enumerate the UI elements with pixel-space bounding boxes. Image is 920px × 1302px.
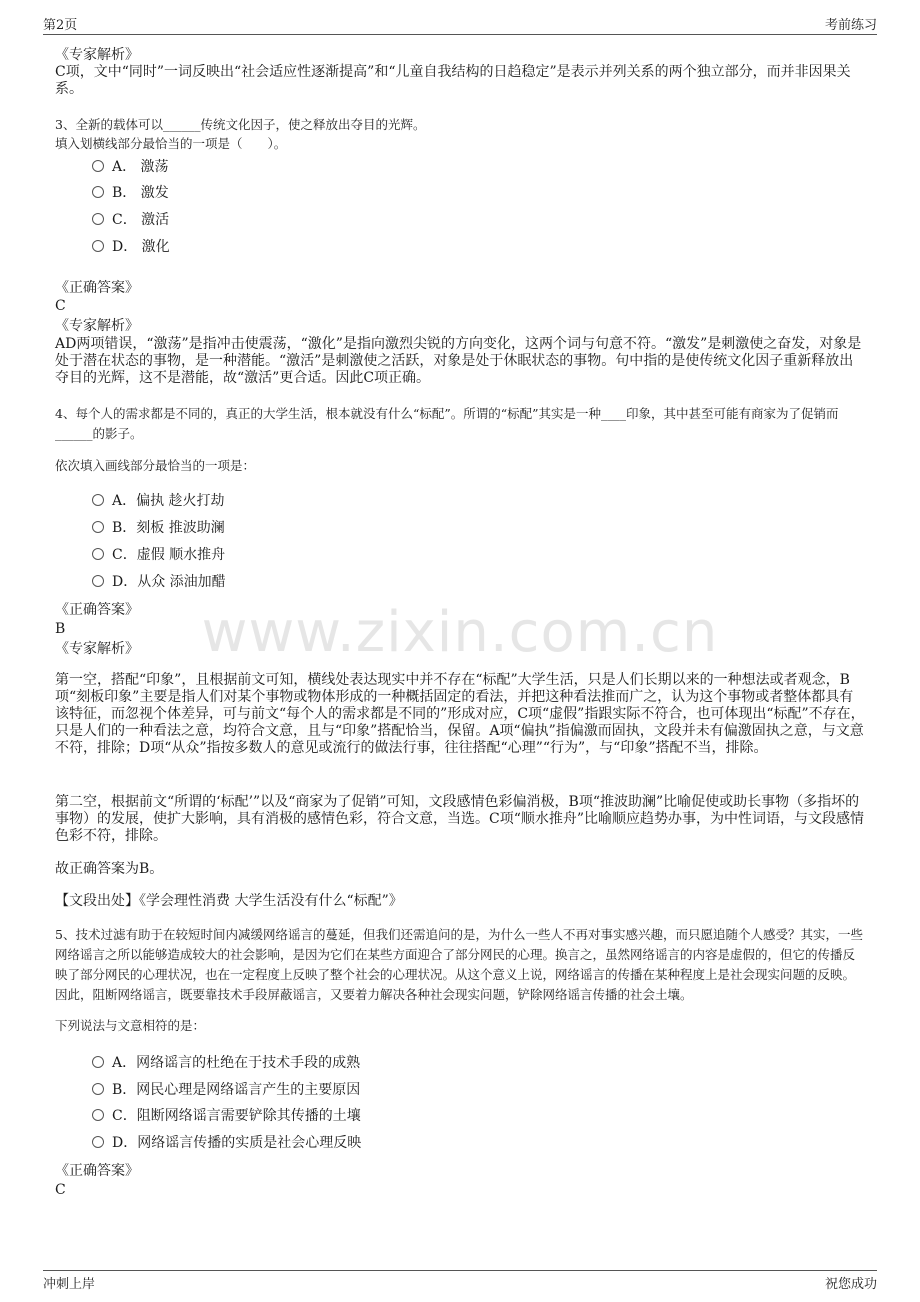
q2-expert-text: C项，文中“同时”一词反映出“社会适应性逐渐提高”和“儿童自我结构的日趋稳定”是表示并列关系的两个独立部分，而并非因果关系。 <box>55 64 851 97</box>
q4-answer: B <box>55 621 66 637</box>
q4-option-c[interactable]: C．虚假 顺水推舟 <box>92 546 225 564</box>
header-title: 考前练习 <box>824 18 877 33</box>
q3-answer-label: 《正确答案》 <box>55 280 139 296</box>
q4-option-a[interactable]: A．偏执 趁火打劫 <box>92 492 225 510</box>
q3-expert-label: 《专家解析》 <box>55 318 139 334</box>
q3-option-d[interactable]: D． 激化 <box>92 238 170 256</box>
footer-left: 冲刺上岸 <box>43 1277 96 1292</box>
q4-prompt: 依次填入画线部分最恰当的一项是： <box>55 458 256 473</box>
radio-icon[interactable] <box>92 1136 104 1148</box>
page-number: 第2页 <box>43 18 78 33</box>
q4-option-b[interactable]: B．刻板 推波助澜 <box>92 519 225 537</box>
q2-expert-label: 《专家解析》 <box>55 47 139 63</box>
q5-option-b[interactable]: B．网民心理是网络谣言产生的主要原因 <box>92 1081 360 1099</box>
q4-expert-para3: 故正确答案为B。 <box>55 861 164 877</box>
radio-icon[interactable] <box>92 575 104 587</box>
q4-answer-label: 《正确答案》 <box>55 602 139 618</box>
radio-icon[interactable] <box>92 521 104 533</box>
radio-icon[interactable] <box>92 494 104 506</box>
footer-right: 祝您成功 <box>824 1277 877 1292</box>
q4-source: 【文段出处】《学会理性消费 大学生活没有什么“标配”》 <box>55 893 403 909</box>
q4-expert-label: 《专家解析》 <box>55 641 139 657</box>
q3-answer: C <box>55 298 66 314</box>
radio-icon[interactable] <box>92 186 104 198</box>
q5-answer: C <box>55 1182 66 1198</box>
q4-expert-para2: 第二空，根据前文“所谓的‘标配’”以及“商家为了促销”可知，文段感情色彩偏消极，B项“推波助澜”比喻促使或助长事物（多指坏的事物）的发展，使扩大影响，具有消极的感情色彩，符合文意，当选。C项“顺水推舟”比喻顺应趋势办事，为中性词语，与文段感情色彩不符，排除。 <box>55 794 865 844</box>
watermark: www.zixin.com.cn <box>201 600 719 665</box>
q3-option-a[interactable]: A． 激荡 <box>92 158 169 176</box>
page-footer <box>43 1270 877 1293</box>
q3-expert-text: AD两项错误，“激荡”是指冲击使震荡，“激化”是指向激烈尖锐的方向变化，这两个词与句意不符。“激发”是刺激使之奋发，对象是处于潜在状态的事物，是一种潜能。“激活”是刺激使之活跃，对象是处于休眠状态的事物。句中指的是使传统文化因子重新释放出夺目的光辉，这不是潜能，故“激活”更合适。因此C项正确。 <box>55 336 862 386</box>
q5-prompt: 下列说法与文意相符的是： <box>55 1018 206 1033</box>
radio-icon[interactable] <box>92 240 104 252</box>
radio-icon[interactable] <box>92 213 104 225</box>
q5-answer-label: 《正确答案》 <box>55 1163 139 1179</box>
q5-option-c[interactable]: C．阻断网络谣言需要铲除其传播的土壤 <box>92 1107 361 1125</box>
page-header <box>43 12 877 35</box>
q3-option-b[interactable]: B． 激发 <box>92 184 169 202</box>
radio-icon[interactable] <box>92 548 104 560</box>
radio-icon[interactable] <box>92 1083 104 1095</box>
q3-option-c[interactable]: C． 激活 <box>92 211 169 229</box>
q5-option-d[interactable]: D．网络谣言传播的实质是社会心理反映 <box>92 1134 361 1152</box>
radio-icon[interactable] <box>92 160 104 172</box>
q5-stem: 5、技术过滤有助于在较短时间内减缓网络谣言的蔓延，但我们还需追问的是，为什么一些人不再对事实感兴趣，而只愿追随个人感受？其实，一些网络谣言之所以能够造成较大的社会影响，是因为它们在某些方面迎合了部分网民的心理。换言之，虽然网络谣言的内容是虚假的，但它的传播反映了部分网民的心理状况，也在一定程度上反映了整个社会的心理状况。从这个意义上说，网络谣言的传播在某种程度上是社会现实问题的反映。因此，阻断网络谣言，既要靠技术手段屏蔽谣言，又要着力解决各种社会现实问题，铲除网络谣言传播的社会土壤。 <box>55 927 863 1002</box>
radio-icon[interactable] <box>92 1109 104 1121</box>
q3-stem: 3、全新的载体可以______传统文化因子，使之释放出夺目的光辉。 <box>55 117 426 132</box>
q4-option-d[interactable]: D．从众 添油加醋 <box>92 573 226 591</box>
q4-expert-para1: 第一空，搭配“印象”，且根据前文可知，横线处表达现实中并不存在“标配”大学生活，只是人们长期以来的一种想法或者观念，B项“刻板印象”主要是指人们对某个事物或物体形成的一种概括固定的看法，并把这种看法推而广之，认为这个事物或者整体都具有该特征，而忽视个体差异，可与前文“每个人的需求都是不同的”形成对应，C项“虚假”指跟实际不符合，也可体现出“标配”不存在，只是人们的一种看法之意，均符合文意，且与“印象”搭配恰当，保留。A项“偏执”指偏激而固执，文段并未有偏激固执之意，与文意不符，排除；D项“从众”指按多数人的意见或流行的做法行事，往往搭配“心理”“行为”，与“印象”搭配不当，排除。 <box>55 672 865 756</box>
q3-prompt: 填入划横线部分最恰当的一项是（ ）。 <box>55 136 287 151</box>
q5-option-a[interactable]: A．网络谣言的杜绝在于技术手段的成熟 <box>92 1054 360 1072</box>
q4-stem: 4、每个人的需求都是不同的，真正的大学生活，根本就没有什么“标配”。所谓的“标配”其实是一种____印象，其中甚至可能有商家为了促销而______的影子。 <box>55 406 839 441</box>
radio-icon[interactable] <box>92 1056 104 1068</box>
